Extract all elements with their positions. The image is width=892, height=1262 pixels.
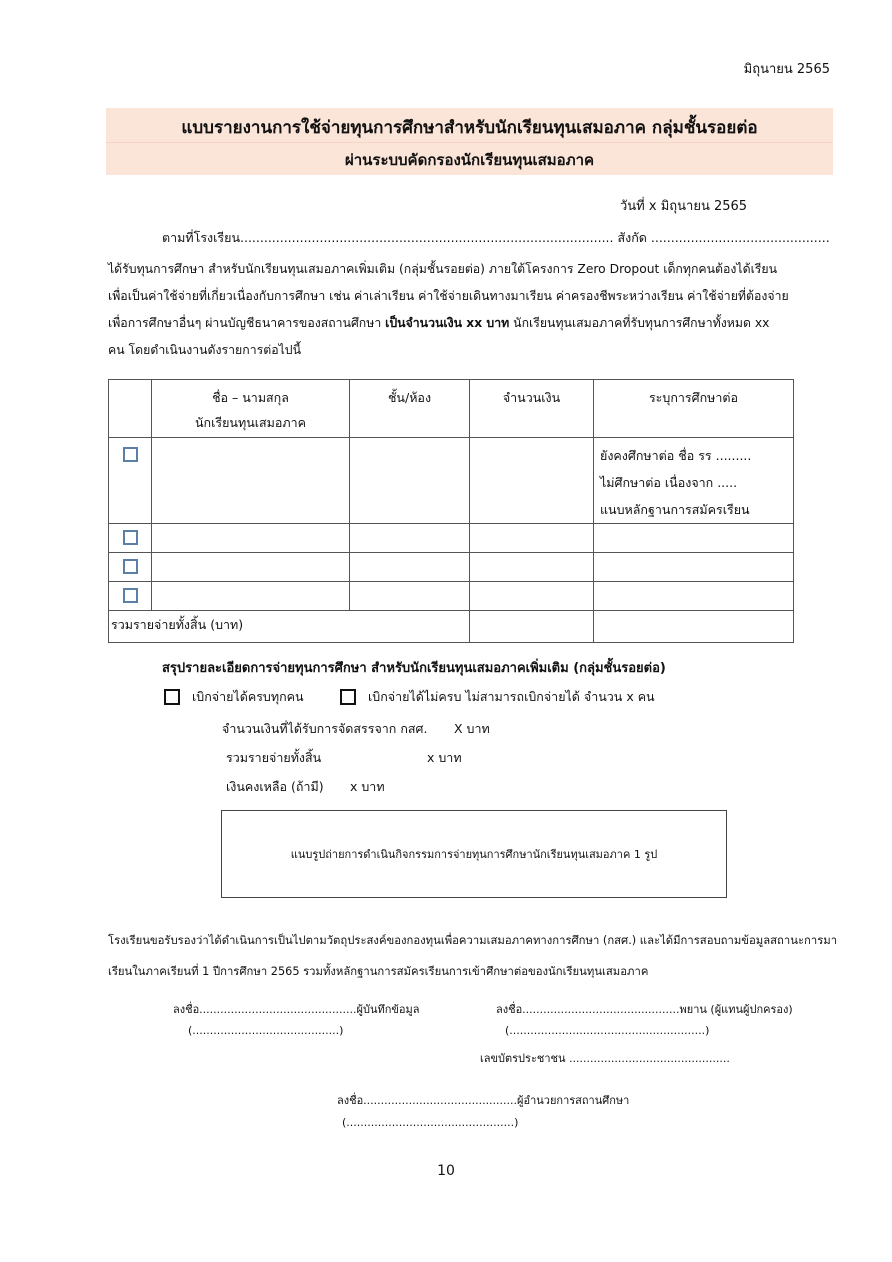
table-row: [109, 553, 794, 582]
intro-line-3-part1: เพื่อการศึกษาอื่นๆ ผ่านบัญชีธนาคารของสถานศึกษา: [108, 316, 386, 330]
amount-cell[interactable]: [470, 553, 594, 582]
class-cell[interactable]: [350, 553, 470, 582]
witness-id-line[interactable]: เลขบัตรประชาชน ..............................................: [480, 1052, 730, 1065]
amount-cell[interactable]: [470, 438, 594, 524]
allocated-value: X บาท: [454, 721, 490, 736]
header-amount: จำนวนเงิน: [470, 380, 594, 438]
intro-line-2: เพื่อเป็นค่าใช้จ่ายที่เกี่ยวเนื่องกับการศึกษา เช่น ค่าเล่าเรียน ค่าใช้จ่ายเดินทางมาเรียน ค่าครองชีพระหว่างเรียน ค่าใช้จ่ายที่ต้องจ่าย: [108, 289, 789, 303]
class-cell[interactable]: [350, 524, 470, 553]
title-divider: [106, 142, 833, 143]
class-cell[interactable]: [350, 582, 470, 611]
continuation-cell[interactable]: [594, 438, 794, 524]
title-banner: [106, 108, 833, 175]
option-partial-checkbox[interactable]: [340, 689, 356, 705]
table-row: [109, 438, 794, 524]
certification-line-2: เรียนในภาคเรียนที่ 1 ปีการศึกษา 2565 รวมทั้งหลักฐานการสมัครเรียนการเข้าศึกษาต่อของนักเรียนทุนเสมอภาค: [108, 965, 649, 978]
director-signature-line[interactable]: ลงชื่อ............................................ผู้อำนวยการสถานศึกษา: [337, 1094, 630, 1107]
certification-paragraph: [108, 925, 838, 987]
name-cell[interactable]: [152, 582, 350, 611]
header-name-line1: ชื่อ – นามสกุล: [212, 390, 289, 405]
option-partial-paid[interactable]: [340, 687, 655, 707]
document-date: มิถุนายน 2565: [743, 62, 830, 77]
photo-attachment-box[interactable]: [221, 810, 727, 898]
option-all-label: เบิกจ่ายได้ครบทุกคน: [192, 689, 304, 704]
recorder-signature-line[interactable]: ลงชื่อ.............................................ผู้บันทึกข้อมูล: [173, 1003, 420, 1016]
intro-line-1: ได้รับทุนการศึกษา สำหรับนักเรียนทุนเสมอภาคเพิ่มเติม (กลุ่มชั้นรอยต่อ) ภายใต้โครงการ Zero Dropout เด็กทุกคนต้องได้เรียน: [108, 262, 778, 276]
option-all-checkbox[interactable]: [164, 689, 180, 705]
total-expense-label: รวมรายจ่ายทั้งสิ้น: [226, 750, 322, 765]
header-name-line2: นักเรียนทุนเสมอภาค: [194, 415, 307, 430]
amount-cell[interactable]: [470, 524, 594, 553]
table-total-row: [109, 611, 794, 643]
header-name: [152, 380, 350, 438]
balance-value: x บาท: [350, 779, 385, 794]
intro-line-4: คน โดยดำเนินงานดังรายการต่อไปนี้: [108, 343, 301, 357]
summary-title: สรุปรายละเอียดการจ่ายทุนการศึกษา สำหรับนักเรียนทุนเสมอภาคเพิ่มเติม (กลุ่มชั้นรอยต่อ): [162, 661, 666, 676]
row-checkbox[interactable]: [123, 588, 138, 603]
header-continuation: ระบุการศึกษาต่อ: [594, 380, 794, 438]
continuation-option-not-continuing: ไม่ศึกษาต่อ เนื่องจาก .....: [600, 475, 738, 490]
recorder-name-line[interactable]: (..........................................): [188, 1024, 344, 1037]
option-all-paid[interactable]: [164, 687, 304, 707]
table-row: [109, 582, 794, 611]
table-header-row: [109, 380, 794, 438]
amount-cell[interactable]: [470, 582, 594, 611]
continuation-cell[interactable]: [594, 524, 794, 553]
total-amount-cell[interactable]: [470, 611, 594, 643]
balance-label: เงินคงเหลือ (ถ้ามี): [226, 779, 324, 794]
name-cell[interactable]: [152, 553, 350, 582]
director-name-line[interactable]: (................................................): [342, 1116, 519, 1129]
certification-line-1: โรงเรียนขอรับรองว่าได้ดำเนินการเป็นไปตามวัตถุประสงค์ของกองทุนเพื่อความเสมอภาคทางการศึกษา (กสศ.) และได้มีการสอบถามข้อมูลสถานะการมา: [108, 934, 838, 947]
name-cell[interactable]: [152, 438, 350, 524]
document-title: แบบรายงานการใช้จ่ายทุนการศึกษาสำหรับนักเรียนทุนเสมอภาค กลุ่มชั้นรอยต่อ: [181, 118, 758, 138]
row-checkbox-cell: [109, 438, 152, 524]
witness-signature-line[interactable]: ลงชื่อ.............................................พยาน (ผู้แทนผู้ปกครอง): [496, 1003, 793, 1016]
continuation-option-attach-evidence: แนบหลักฐานการสมัครเรียน: [600, 502, 750, 517]
report-date: วันที่ x มิถุนายน 2565: [620, 199, 748, 214]
name-cell[interactable]: [152, 524, 350, 553]
row-checkbox[interactable]: [123, 530, 138, 545]
header-class: ชั้น/ห้อง: [350, 380, 470, 438]
row-checkbox-cell: [109, 524, 152, 553]
student-table: [108, 379, 794, 643]
intro-paragraph: [108, 256, 838, 364]
total-expense-value: x บาท: [427, 750, 462, 765]
school-field[interactable]: ตามที่โรงเรียน.............................................................................................. สังกัด .............................................: [162, 230, 830, 245]
intro-amount-bold: เป็นจำนวนเงิน xx บาท: [385, 316, 510, 330]
continuation-cell[interactable]: [594, 582, 794, 611]
allocated-label: จำนวนเงินที่ได้รับการจัดสรรจาก กสศ.: [222, 721, 428, 736]
row-checkbox-cell: [109, 553, 152, 582]
intro-line-3: [108, 310, 838, 337]
option-partial-label: เบิกจ่ายได้ไม่ครบ ไม่สามารถเบิกจ่ายได้ จำนวน x คน: [368, 689, 655, 704]
header-checkbox-col: [109, 380, 152, 438]
total-continuation-cell: [594, 611, 794, 643]
class-cell[interactable]: [350, 438, 470, 524]
row-checkbox[interactable]: [123, 559, 138, 574]
witness-name-line[interactable]: (........................................................): [505, 1024, 710, 1037]
table-row: [109, 524, 794, 553]
continuation-option-continuing: ยังคงศึกษาต่อ ชื่อ รร .........: [600, 448, 752, 463]
continuation-cell[interactable]: [594, 553, 794, 582]
total-label: รวมรายจ่ายทั้งสิ้น (บาท): [109, 611, 470, 643]
photo-attachment-text: แนบรูปถ่ายการดำเนินกิจกรรมการจ่ายทุนการศึกษานักเรียนทุนเสมอภาค 1 รูป: [290, 848, 658, 861]
row-checkbox-cell: [109, 582, 152, 611]
document-subtitle: ผ่านระบบคัดกรองนักเรียนทุนเสมอภาค: [344, 151, 595, 169]
intro-line-3-part2: นักเรียนทุนเสมอภาคที่รับทุนการศึกษาทั้งหมด xx: [509, 316, 770, 330]
row-checkbox[interactable]: [123, 447, 138, 462]
page-number: 10: [437, 1163, 455, 1179]
